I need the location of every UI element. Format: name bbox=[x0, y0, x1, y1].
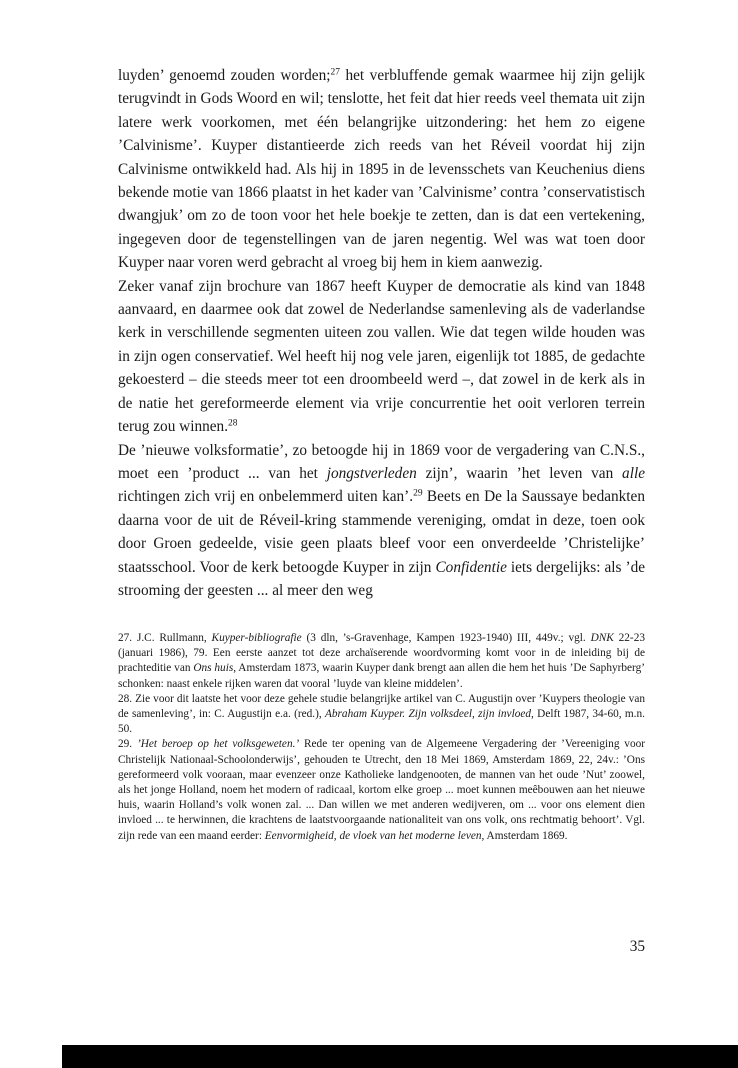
footnote-28: 28. Zie voor dit laatste het voor deze gehele studie belangrijke artikel van C. Augustijn over ’Kuypers theologie van de samenleving’, in: C. Augustijn e.a. (red.), Abraham Kuyper. Zijn volksdeel, zijn invloed, Delft 1987, 34-60, m.n. 50. bbox=[118, 692, 645, 736]
footnotes bbox=[118, 631, 645, 844]
footnote-ref[interactable]: 28 bbox=[228, 418, 238, 429]
footnote-27: 27. J.C. Rullmann, Kuyper-bibliografie (3 dln, ’s-Gravenhage, Kampen 1923-1940) III, 449v.; vgl. DNK 22-23 (januari 1986), 79. Een eerste aanzet tot deze archaïserende woordvorming komt voor in de inleiding bij de prachteditie van Ons huis, Amsterdam 1873, waarin Kuyper dank brengt aan allen die hem het huis ’De Saphyrberg’ schonken: naast enkele rijken waren dat vooral ’luyde van kleine middelen’. bbox=[118, 632, 646, 690]
footnote-ref[interactable]: 29 bbox=[413, 488, 423, 499]
paragraph: Zeker vanaf zijn brochure van 1867 heeft Kuyper de democratie als kind van 1848 aanvaard, en daarmee ook dat zowel de Nederlandse samenleving als de vaderlandse kerk in verschillende segmenten uiteen zou vallen. Wie dat tegen wilde houden was in zijn ogen conservatief. Wel heeft hij nog vele jaren, eigenlijk tot 1885, de gedachte gekoesterd – die steeds meer tot een droombeeld werd –, dat zowel in de kerk als in de natie het gereformeerde element via vrije concurrentie het ooit verloren terrein terug zou winnen.$^{28}$ bbox=[118, 277, 645, 436]
scan-edge-bar bbox=[62, 1045, 738, 1068]
paragraph: luyden’ genoemd zouden worden;$^{27}$ het verbluffende gemak waarmee hij zijn gelijk terugvindt in Gods Woord en wil; tenslotte, het feit dat hier reeds veel themata uit zijn latere werk voorkomen, met één belangrijke uitzondering: het hem zo eigene ’Calvinisme’. Kuyper distantieerde zich reeds van het Réveil voordat hij zijn Calvinisme ontwikkeld had. Als hij in 1895 in de levensschets van Keuchenius diens bekende motie van 1866 plaatst in het kader van ’Calvinisme’ contra ’conservatistisch dwangjuk’ om zo de toon voor het hele boekje te zetten, dan is dat een vertekening, ingegeven door de tegenstellingen van de jaren negentig. Wel was wat toen door Kuyper naar voren werd gebracht al vroeg bij hem in kiem aanwezig. bbox=[118, 67, 645, 272]
page-number: 35 bbox=[629, 938, 645, 955]
paragraph: De ’nieuwe volksformatie’, zo betoogde hij in 1869 voor de vergadering van C.N.S., moet een ’product ... van het jongstverleden zijn’, waarin ’het leven van alle richtingen zich vrij en onbelemmerd uiten kan’.$^{29}$ Beets en De la Saussaye bedankten daarna voor de uit de Réveil-kring stammende vereniging, omdat in deze, toen ook door Groen gedeelde, visie geen plaats bleef voor een onverdeelde ’Christelijke’ staatsschool. Voor de kerk betoogde Kuyper in zijn Confidentie iets dergelijks: als ’de strooming der geesten ... al meer den weg bbox=[118, 441, 646, 599]
footnote-29: 29. ’Het beroep op het volksgeweten.’ Rede ter opening van de Algemeene Vergadering der ’Vereeniging voor Christelijk Nationaal-Schoolonderwijs’, gehouden te Utrecht, den 18 Mei 1869, Amsterdam 1869, 22, 24v.: ’Ons gereformeerd volk vooraan, maar evenzeer onze Katholieke landgenooten, de mannen van het oude ’Nut’ zoowel, als het jonge Holland, noem het modern of radicaal, kortom elke groep ... moet kunnen meêbouwen aan het nieuwe huis, waarin Holland’s volk wonen zal. ... Dan willen we met anderen wedijveren, om ... voor ons element dien invloed ... te herwinnen, die krachtens de laatstvoorgaande nationaliteit van ons volk, ons rechtmatig behoort’. Vgl. zijn rede van een maand eerder: Eenvormigheid, de vloek van het moderne leven, Amsterdam 1869. bbox=[118, 738, 645, 842]
footnote-ref[interactable]: 27 bbox=[330, 67, 340, 78]
main-text bbox=[118, 64, 645, 602]
